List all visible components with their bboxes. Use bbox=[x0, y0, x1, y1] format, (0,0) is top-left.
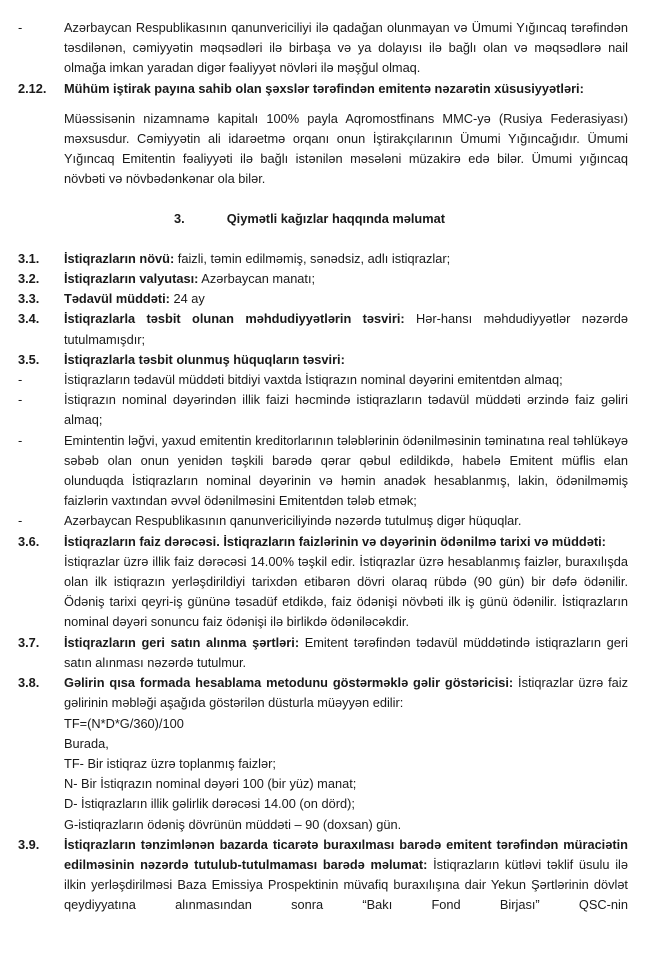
item-number: 3.3. bbox=[18, 291, 40, 307]
bullet-marker: - bbox=[18, 372, 23, 388]
item-label: Gəlirin qısa formada hesablama metodunu göstərməklə gəlir göstəricisi: bbox=[64, 675, 514, 691]
item-text bbox=[64, 835, 628, 916]
item-3-6 bbox=[18, 532, 628, 552]
item-3-9 bbox=[18, 835, 628, 916]
item-3-6-body bbox=[18, 552, 628, 633]
formula-term-text: D- İstiqrazların illik gəlirlik dərəcəsi 14.00 (on dörd); bbox=[64, 796, 355, 812]
formula-term-tf bbox=[18, 754, 628, 774]
formula-term-n bbox=[18, 774, 628, 794]
bullet-marker: - bbox=[18, 392, 23, 408]
item-number: 3.4. bbox=[18, 311, 40, 327]
rights-bullet-1 bbox=[18, 370, 628, 390]
item-text bbox=[64, 289, 628, 309]
bullet-text: Azərbaycan Respublikasının qanunvericiliyində nəzərdə tutulmuş digər hüquqlar. bbox=[64, 513, 522, 529]
item-body-text: İstiqrazlar üzrə illik faiz dərəcəsi 14.00% təşkil edir. İstiqrazlar üzrə hesablanmış faizlər, buraxılışda olan ilk istiqrazın yerləşdirildiyi tarixdən etibarən dövri olaraq rübdə (90 gün) bir dəfə ödənilir. Ödəniş tarixi qeyri-iş gününə təsadüf etdikdə, faiz ödənişi növbəti ilk iş günü ödənilir. İstiqrazların nominal dəyəri sonuncu faiz ödənişi ilə birlikdə ödəniləcəkdir. bbox=[64, 553, 628, 630]
formula-line bbox=[18, 714, 628, 734]
item-number: 3.2. bbox=[18, 271, 40, 287]
item-number: 3.8. bbox=[18, 675, 40, 691]
item-label: İstiqrazların növü: bbox=[64, 250, 175, 266]
item-label: İstiqrazların valyutası: bbox=[64, 271, 199, 287]
rights-bullet-4 bbox=[18, 511, 628, 531]
item-3-1 bbox=[18, 249, 628, 269]
item-label: İstiqrazlarla təsbit olunmuş hüquqların təsviri: bbox=[64, 351, 345, 367]
item-text bbox=[64, 633, 628, 673]
formula-intro-line bbox=[18, 734, 628, 754]
item-text bbox=[64, 309, 628, 349]
item-text bbox=[64, 249, 628, 269]
item-number: 3.7. bbox=[18, 634, 40, 650]
item-label: İstiqrazların tənzimlənən bazarda ticarətə buraxılması barədə emitent tərəfindən müraciətin edilməsinin nəzərdə tutulub-tutulmaması barədə məlumat: bbox=[64, 836, 628, 872]
item-value: faizli, təmin edilməmiş, sənədsiz, adlı istiqrazlar; bbox=[177, 250, 451, 266]
section-2-12-heading bbox=[18, 79, 628, 99]
item-3-2 bbox=[18, 269, 628, 289]
bullet-marker: - bbox=[18, 20, 23, 35]
item-number: 3.5. bbox=[18, 351, 40, 367]
bullet-text: İstiqrazın nominal dəyərindən illik faizi həcmində istiqrazların tədavül müddəti ərzində faiz gəliri almaq; bbox=[64, 392, 628, 428]
item-3-3 bbox=[18, 289, 628, 309]
rights-bullet-3 bbox=[18, 431, 628, 512]
formula-term-text: TF- Bir istiqraz üzrə toplanmış faizlər; bbox=[64, 755, 276, 771]
item-3-8 bbox=[18, 673, 628, 713]
formula-term-text: G-istiqrazların ödəniş dövrünün müddəti – 90 (doxsan) gün. bbox=[64, 816, 402, 832]
item-value: Azərbaycan manatı; bbox=[201, 271, 316, 287]
formula-term-g bbox=[18, 815, 628, 835]
item-label: İstiqrazların geri satın alınma şərtləri: bbox=[64, 634, 300, 650]
item-3-4 bbox=[18, 309, 628, 349]
formula-text: TF=(N*D*G/360)/100 bbox=[64, 715, 184, 731]
formula-intro-text: Burada, bbox=[64, 735, 109, 751]
chapter-number: 3. bbox=[174, 210, 185, 226]
bullet-marker: - bbox=[18, 513, 23, 529]
intro-bullet-item bbox=[18, 18, 628, 79]
section-2-12-body bbox=[18, 109, 628, 190]
section-title: Mühüm iştirak payına sahib olan şəxslər tərəfindən emitentə nəzarətin xüsusiyyətləri: bbox=[64, 80, 584, 96]
item-text bbox=[64, 350, 628, 370]
item-value: Emitent tərəfindən tədavül müddətində istiqrazların geri satın alınması nəzərdə tutulmur. bbox=[64, 634, 629, 670]
item-text bbox=[64, 269, 628, 289]
item-label: İstiqrazlarla təsbit olunan məhdudiyyətlərin təsviri: bbox=[64, 311, 405, 327]
item-value: Hər-hansı məhdudiyyətlər nəzərdə tutulmamışdır; bbox=[64, 311, 628, 347]
item-label: İstiqrazların faiz dərəcəsi. İstiqrazların faizlərinin və dəyərinin ödənilmə tarixi və müddəti: bbox=[64, 533, 606, 549]
bullet-marker: - bbox=[18, 432, 23, 448]
intro-bullet-text: Azərbaycan Respublikasının qanunvericiliyi ilə qadağan olunmayan və Ümumi Yığıncaq tərəfindən təsdilənən, cəmiyyətin məqsədləri ilə birbaşa və ya dolayısı ilə bağlı olan və məqsədlərə nail olmağa imkan yaradan digər fəaliyyət növləri ilə məşğul olmaq. bbox=[64, 20, 628, 76]
item-number: 3.9. bbox=[18, 836, 40, 852]
bullet-text: Emintentin ləğvi, yaxud emitentin kreditorlarının tələblərinin ödənilməsinin təminatına real təhlükəyə səbəb olan onun yenidən təşkili barədə qərar qəbul edildikdə, habelə Emitent müflis elan olunduqda İstiqrazların nominal dəyərinin və həmin anadək hesablanmış, lakin, ödənilməmiş faizlərin vaxtından əvvəl ödənilməsini Emitentdən tələb etmək; bbox=[64, 432, 628, 509]
section-body-text: Müəssisənin nizamnamə kapitalı 100% payla Aqromostfinans MMC-yə (Rusiya Federasiyası) məxsusdur. Cəmiyyətin ali idarəetmə orqanı onun İştirakçılarının Ümumi Yığıncağıdır. Ümumi Yığıncaq Emitentin fəaliyyəti ilə bağlı istənilən məsələni müzakirə edə bilər. Ümumi yığıncaq növbəti və növbədənkənar ola bilər. bbox=[64, 110, 628, 187]
section-number: 2.12. bbox=[18, 80, 47, 96]
item-number: 3.6. bbox=[18, 533, 40, 549]
item-value: İstiqrazların kütləvi təklif üsulu ilə ilkin yerləşdirilməsi Baza Emissiya Prospektinin müvafiq buraxılışına dair Yekun Şərtlərinin dövlət qeydiyyatına alınmasından sonra “Bakı Fond Birjası” QSC-nin bbox=[64, 856, 628, 913]
rights-bullet-2 bbox=[18, 390, 628, 430]
bullet-text: İstiqrazların tədavül müddəti bitdiyi vaxtda İstiqrazın nominal dəyərini emitentdən almaq; bbox=[64, 372, 563, 388]
item-text bbox=[64, 673, 628, 713]
item-number: 3.1. bbox=[18, 250, 40, 266]
formula-term-d bbox=[18, 794, 628, 814]
item-value: İstiqrazlar üzrə faiz gəlirinin məbləği aşağıda göstərilən düsturla müəyyən edilir: bbox=[64, 675, 629, 711]
chapter-title: Qiymətli kağızlar haqqında məlumat bbox=[226, 210, 446, 226]
formula-term-text: N- Bir İstiqrazın nominal dəyəri 100 (bir yüz) manat; bbox=[64, 776, 357, 792]
item-value: 24 ay bbox=[173, 291, 205, 307]
chapter-3-heading bbox=[174, 209, 628, 229]
item-3-7 bbox=[18, 633, 628, 673]
item-3-5 bbox=[18, 350, 628, 370]
item-label: Tədavül müddəti: bbox=[64, 291, 170, 307]
